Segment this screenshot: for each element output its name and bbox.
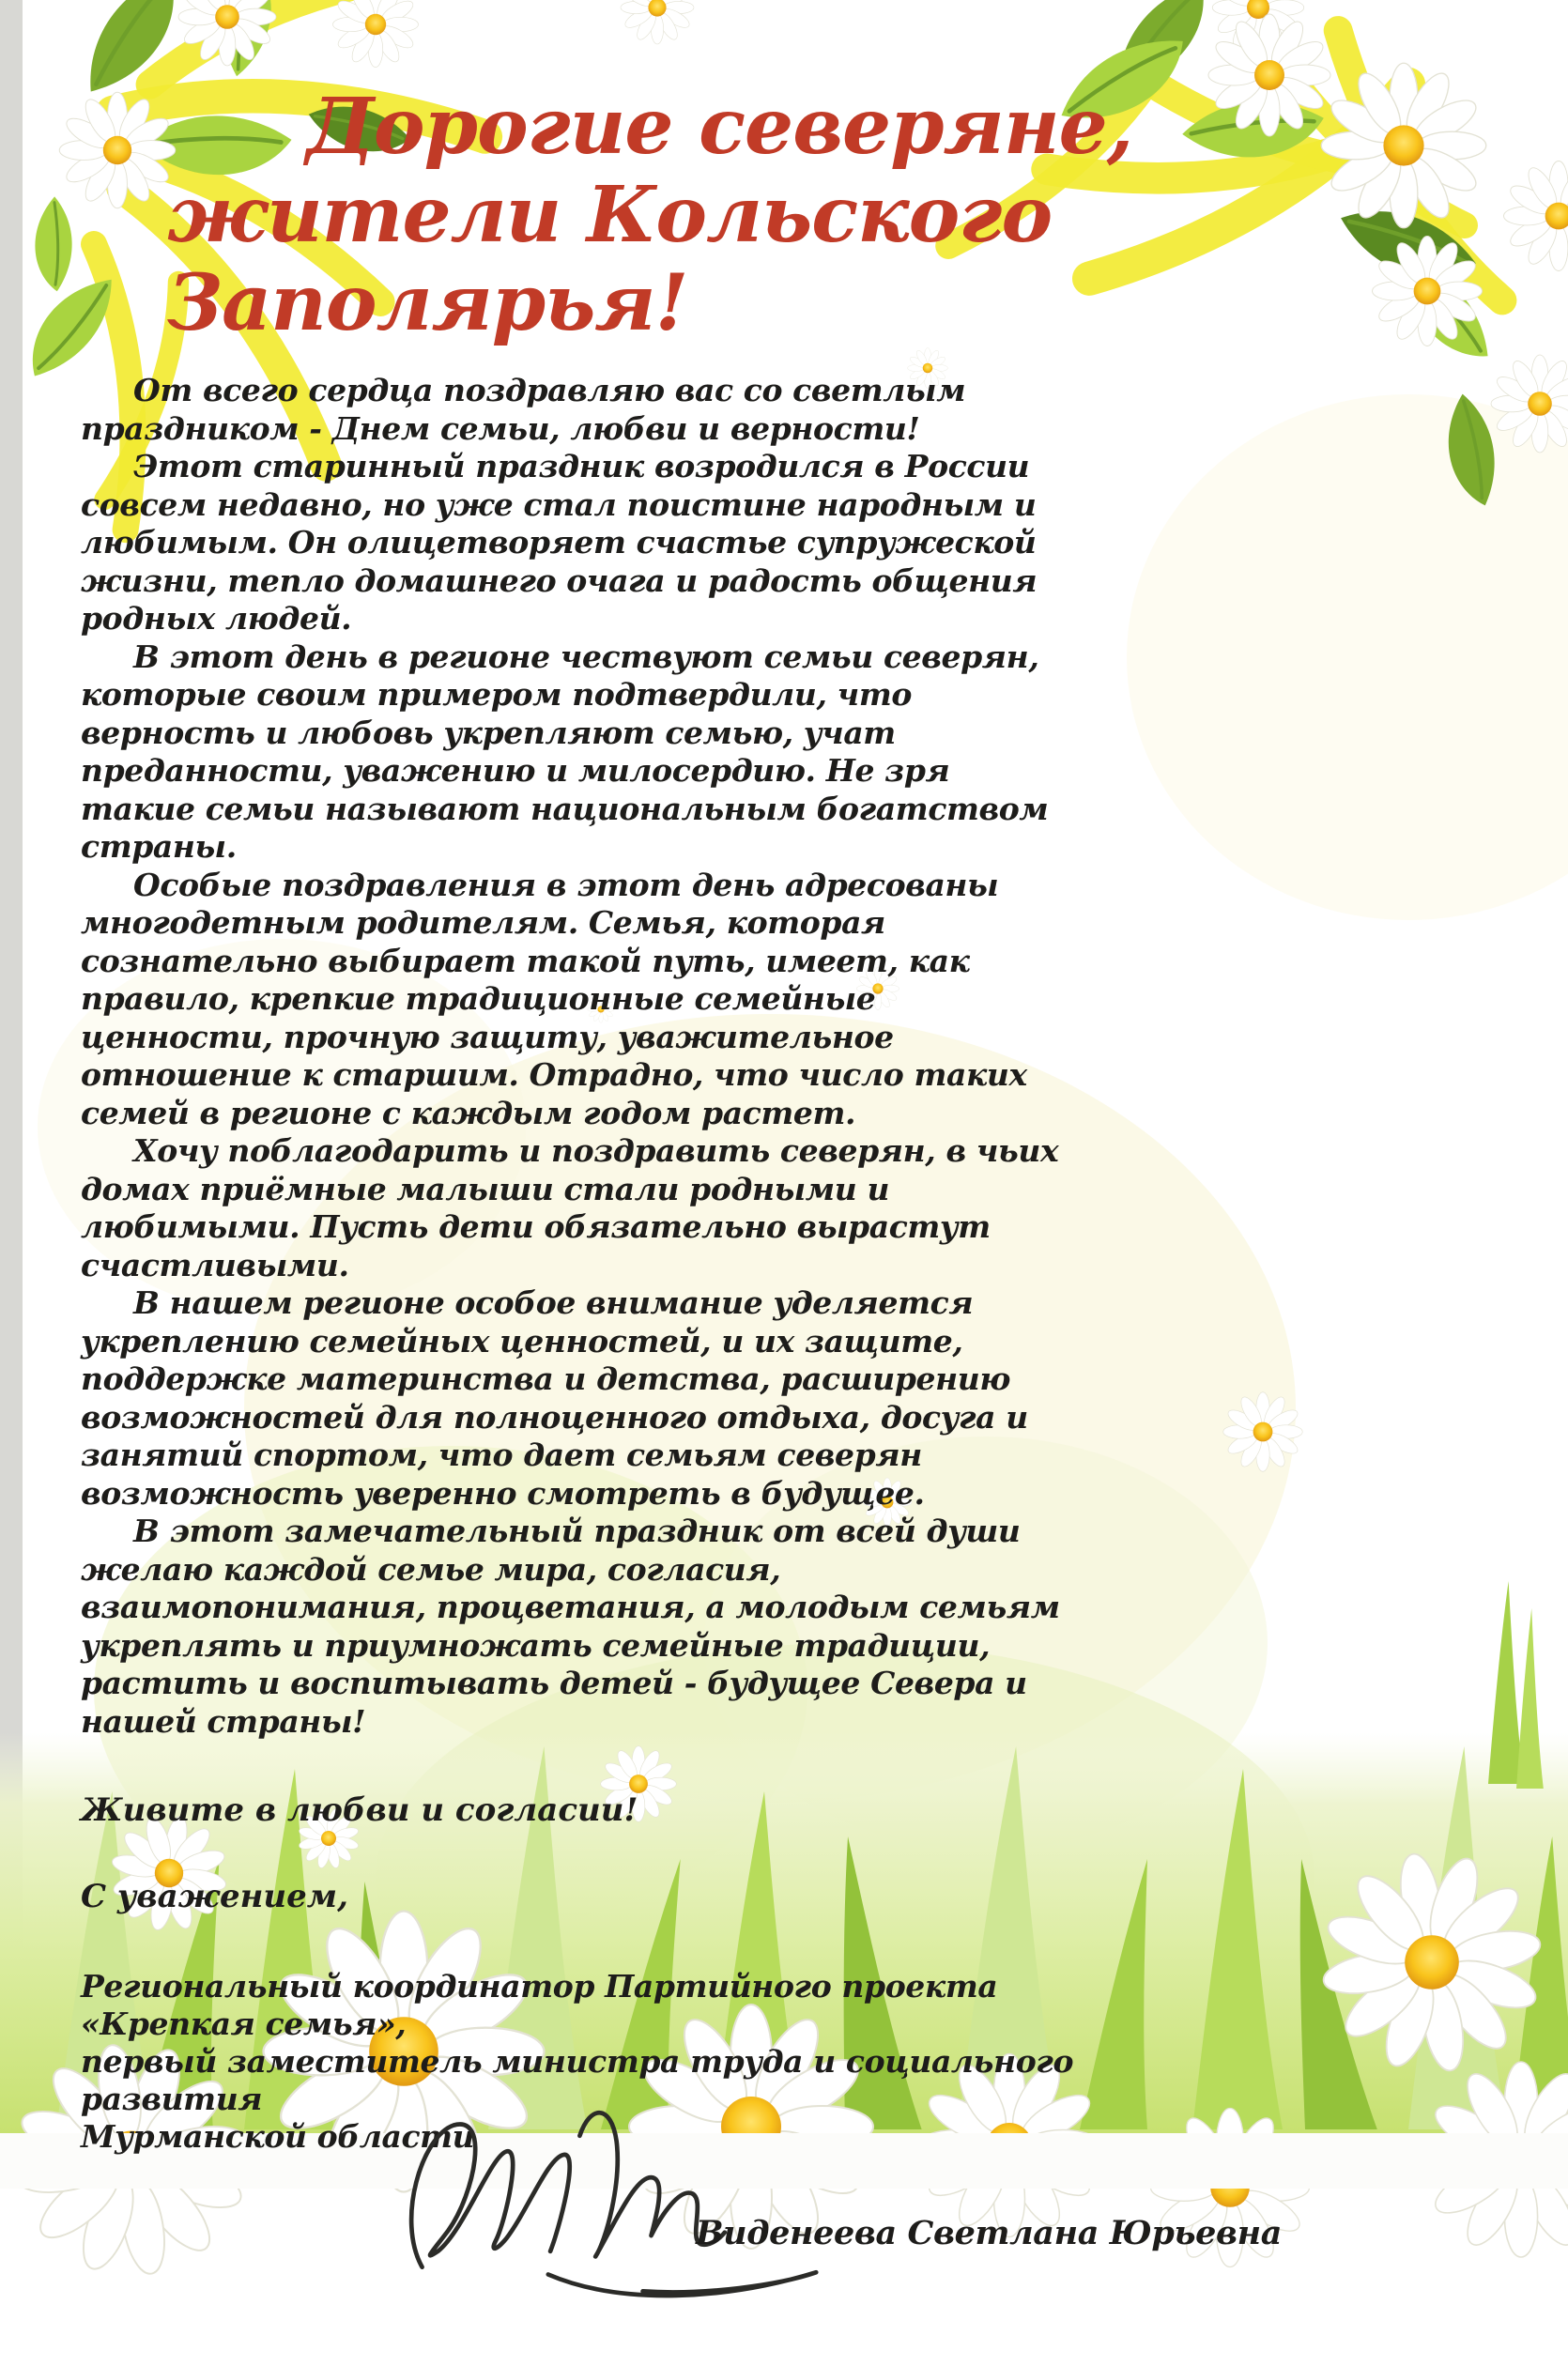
letter-title (81, 83, 1568, 347)
signature-area (81, 2159, 1568, 2366)
title-line-1: Дорогие северяне, (306, 83, 1568, 171)
paragraph: В этот день в регионе чествуют семьи северян, которые своим примером подтвердили, что верность и любовь укрепляют семью, учат преданности, уважению и милосердию. Не зря такие семьи называют национальным богатством страны. (81, 638, 1068, 867)
title-line-2: жители Кольского Заполярья! (167, 171, 1568, 347)
signature-scribble (391, 2094, 832, 2314)
paragraph: Этот старинный праздник возродился в России совсем недавно, но уже стал поистине народным и любимым. Он олицетворяет счастье супружеской жизни, тепло домашнего очага и радость общения родных людей. (81, 448, 1068, 638)
paragraph: В нашем регионе особое внимание уделяется укреплению семейных ценностей, и их защите, поддержке материнства и детства, расширению возможностей для полноценного отдыха, досуга и занятий спортом, что дает семьям северян возможность уверенно смотреть в будущее. (81, 1284, 1068, 1513)
letter-body (81, 372, 1068, 1741)
paragraph: В этот замечательный праздник от всей души желаю каждой семье мира, согласия, взаимопонимания, процветания, а молодым семьям укреплять и приумножать семейные традиции, растить и воспитывать детей - будущее Севера и нашей страны! (81, 1513, 1068, 1741)
closing-line: Живите в любви и согласии! (81, 1791, 1568, 1829)
salutation: С уважением, (81, 1878, 1568, 1915)
signer-name: Виденеева Светлана Юрьевна (696, 2214, 1282, 2252)
paragraph: От всего сердца поздравляю вас со светлым праздником - Днем семьи, любви и верности! (81, 372, 1068, 448)
position-line: Мурманской области (81, 2118, 1114, 2156)
paragraph: Особые поздравления в этот день адресованы многодетным родителям. Семья, которая сознательно выбирает такой путь, имеет, как правило, крепкие традиционные семейные ценности, прочную защиту, уважительное отношение к старшим. Отрадно, что число таких семей в регионе с каждым годом растет. (81, 867, 1068, 1133)
position-line: первый заместитель министра труда и социального развития (81, 2043, 1114, 2118)
position-line: Региональный координатор Партийного проекта «Крепкая семья», (81, 1968, 1114, 2043)
paragraph: Хочу поблагодарить и поздравить северян, в чьих домах приёмные малыши стали родными и любимыми. Пусть дети обязательно вырастут счастливыми. (81, 1132, 1068, 1284)
